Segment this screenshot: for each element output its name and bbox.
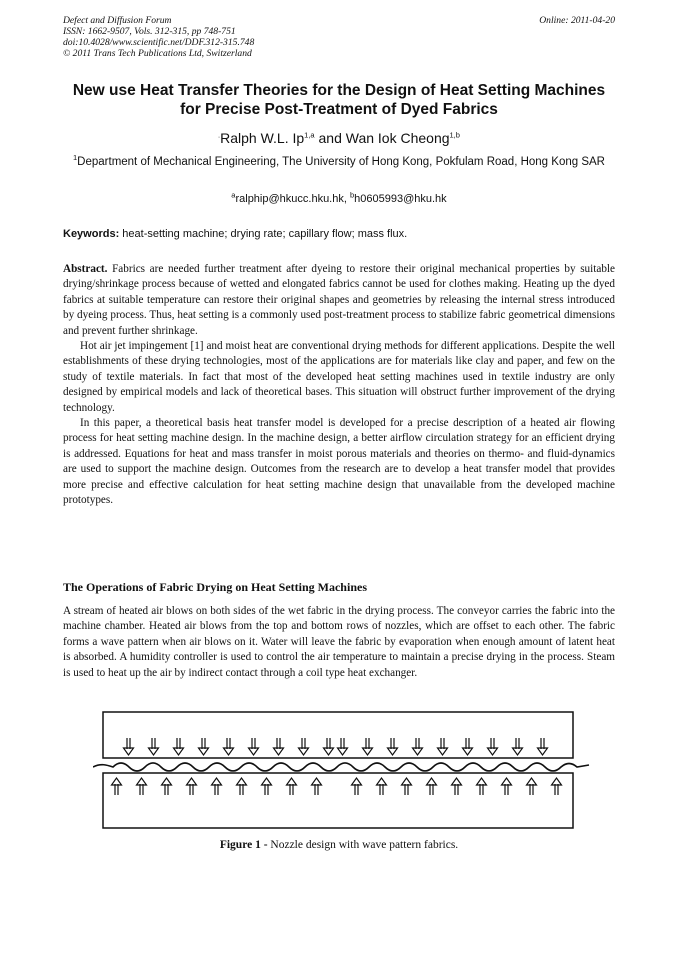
up-arrow-icon xyxy=(427,778,437,795)
figure-caption xyxy=(63,839,615,851)
affiliation-mark: 1 xyxy=(73,153,78,163)
paper-title xyxy=(40,81,638,119)
title-line-1: New use Heat Transfer Theories for the Design of Heat Setting Machines xyxy=(72,82,606,99)
email-a: ralphip@hkucc.hku.hk, xyxy=(235,193,350,205)
up-arrow-icon xyxy=(212,778,222,795)
title-line-2: for Precise Post-Treatment of Dyed Fabrics xyxy=(180,101,498,118)
bottom-nozzle-chamber xyxy=(103,773,573,828)
down-arrow-icon xyxy=(174,738,184,755)
affiliation xyxy=(70,155,608,170)
nozzle-diagram xyxy=(93,710,593,832)
abstract-label: Abstract. xyxy=(63,263,108,275)
up-arrow-icon xyxy=(552,778,562,795)
down-arrow-icon xyxy=(224,738,234,755)
up-arrow-icon xyxy=(287,778,297,795)
up-arrow-icon xyxy=(262,778,272,795)
journal-header xyxy=(63,15,615,59)
abstract-p1-text: Fabrics are needed further treatment after dyeing to restore their original mechanical properties by suitable drying/shrinkage process because of wetted and elongated fabrics cannot be used for clothes making. Heating up the dyed fabrics at suitable temperature can restore their original shapes and geometries by releasing the internal stress introduced by dyeing process. Thus, heat setting is a commonly used post-treatment process to stabilize fabric geometrical dimensions and prevent further shrinkage. xyxy=(63,263,615,337)
bottom-nozzle-arrows xyxy=(112,778,562,795)
fabric-wave xyxy=(93,763,589,771)
figure-caption-text: Nozzle design with wave pattern fabrics. xyxy=(267,839,459,851)
top-nozzle-arrows xyxy=(124,738,548,755)
up-arrow-icon xyxy=(237,778,247,795)
figure-1 xyxy=(93,710,593,837)
up-arrow-icon xyxy=(187,778,197,795)
down-arrow-icon xyxy=(463,738,473,755)
down-arrow-icon xyxy=(149,738,159,755)
down-arrow-icon xyxy=(199,738,209,755)
author-2: Wan Iok Cheong xyxy=(345,130,450,146)
keywords xyxy=(63,228,615,240)
up-arrow-icon xyxy=(162,778,172,795)
abstract-paragraph-1 xyxy=(63,262,615,339)
down-arrow-icon xyxy=(299,738,309,755)
section-body xyxy=(63,604,615,681)
up-arrow-icon xyxy=(452,778,462,795)
up-arrow-icon xyxy=(352,778,362,795)
online-date: Online: 2011-04-20 xyxy=(539,15,615,26)
abstract xyxy=(63,262,615,509)
up-arrow-icon xyxy=(377,778,387,795)
author-list xyxy=(40,130,638,146)
up-arrow-icon xyxy=(112,778,122,795)
down-arrow-icon xyxy=(363,738,373,755)
figure-label: Figure 1 - xyxy=(219,839,268,851)
up-arrow-icon xyxy=(527,778,537,795)
up-arrow-icon xyxy=(502,778,512,795)
author-emails xyxy=(40,190,638,205)
keywords-label: Keywords: xyxy=(63,228,120,240)
down-arrow-icon xyxy=(388,738,398,755)
down-arrow-icon xyxy=(324,738,334,755)
down-arrow-icon xyxy=(274,738,284,755)
down-arrow-icon xyxy=(488,738,498,755)
up-arrow-icon xyxy=(402,778,412,795)
journal-name: Defect and Diffusion Forum xyxy=(63,15,172,26)
down-arrow-icon xyxy=(438,738,448,755)
up-arrow-icon xyxy=(137,778,147,795)
down-arrow-icon xyxy=(124,738,134,755)
affiliation-text: Department of Mechanical Engineering, The University of Hong Kong, Pokfulam Road, Hong Kong SAR xyxy=(77,156,605,168)
top-nozzle-chamber xyxy=(103,712,573,758)
author-conjunction: and xyxy=(314,130,346,146)
email-a-mark: a xyxy=(231,190,236,200)
section-heading: The Operations of Fabric Drying on Heat Setting Machines xyxy=(63,580,367,594)
abstract-paragraph-3: In this paper, a theoretical basis heat transfer model is developed for a precise description of a heated air flowing process for heat setting machine design. In the machine design, a better airflow circulation strategy for an efficient drying is addressed. Equations for heat and mass transfer in moist porous materials and theories on thermo- and fluid-dynamics are used to support the machine design. Outcomes from the research are to develop a heat transfer model that provides more precise and effective calculation for heat setting machine design that unavailable from the developed machine prototypes. xyxy=(63,417,615,507)
copyright-line: © 2011 Trans Tech Publications Ltd, Switzerland xyxy=(63,48,252,59)
author-1: Ralph W.L. Ip xyxy=(220,130,305,146)
doi-line: doi:10.4028/www.scientific.net/DDF.312-315.748 xyxy=(63,37,255,48)
author-2-affil: 1,b xyxy=(449,130,460,140)
author-prefix-mark: . xyxy=(218,130,221,140)
keywords-text: heat-setting machine; drying rate; capillary flow; mass flux. xyxy=(119,228,408,240)
up-arrow-icon xyxy=(312,778,322,795)
section-paragraph-1: A stream of heated air blows on both sides of the wet fabric in the drying process. The conveyor carries the fabric into the machine chamber. Heated air blows from the top and bottom rows of nozzles, which are offset to each other. The fabric forms a wave pattern when air blows on it. Water will leave the fabric by evaporation when enough amount of latent heat is absorbed. A humidity controller is used to control the air temperature to maintain a precise drying in the process. Steam is used to heat up the air by indirect contact through a coil type heat exchanger. xyxy=(63,605,615,679)
down-arrow-icon xyxy=(338,738,348,755)
email-b-mark: b xyxy=(349,190,355,200)
email-b: h0605993@hku.hk xyxy=(354,193,447,205)
down-arrow-icon xyxy=(249,738,259,755)
up-arrow-icon xyxy=(477,778,487,795)
issn-line: ISSN: 1662-9507, Vols. 312-315, pp 748-751 xyxy=(63,26,236,37)
abstract-paragraph-2: Hot air jet impingement [1] and moist heat are conventional drying methods for different applications. Despite the well establishments of these drying technologies, most of the applications are for materials like clay and paper, and few on the study of textile materials. In fact that most of the developed heat setting machines used in textile industry are only designed by empirical models and lack of theoretical bases. This situation will obstruct further improvement of the drying technology. xyxy=(63,340,615,414)
down-arrow-icon xyxy=(513,738,523,755)
author-1-affil: 1,a xyxy=(304,130,315,140)
down-arrow-icon xyxy=(538,738,548,755)
down-arrow-icon xyxy=(413,738,423,755)
